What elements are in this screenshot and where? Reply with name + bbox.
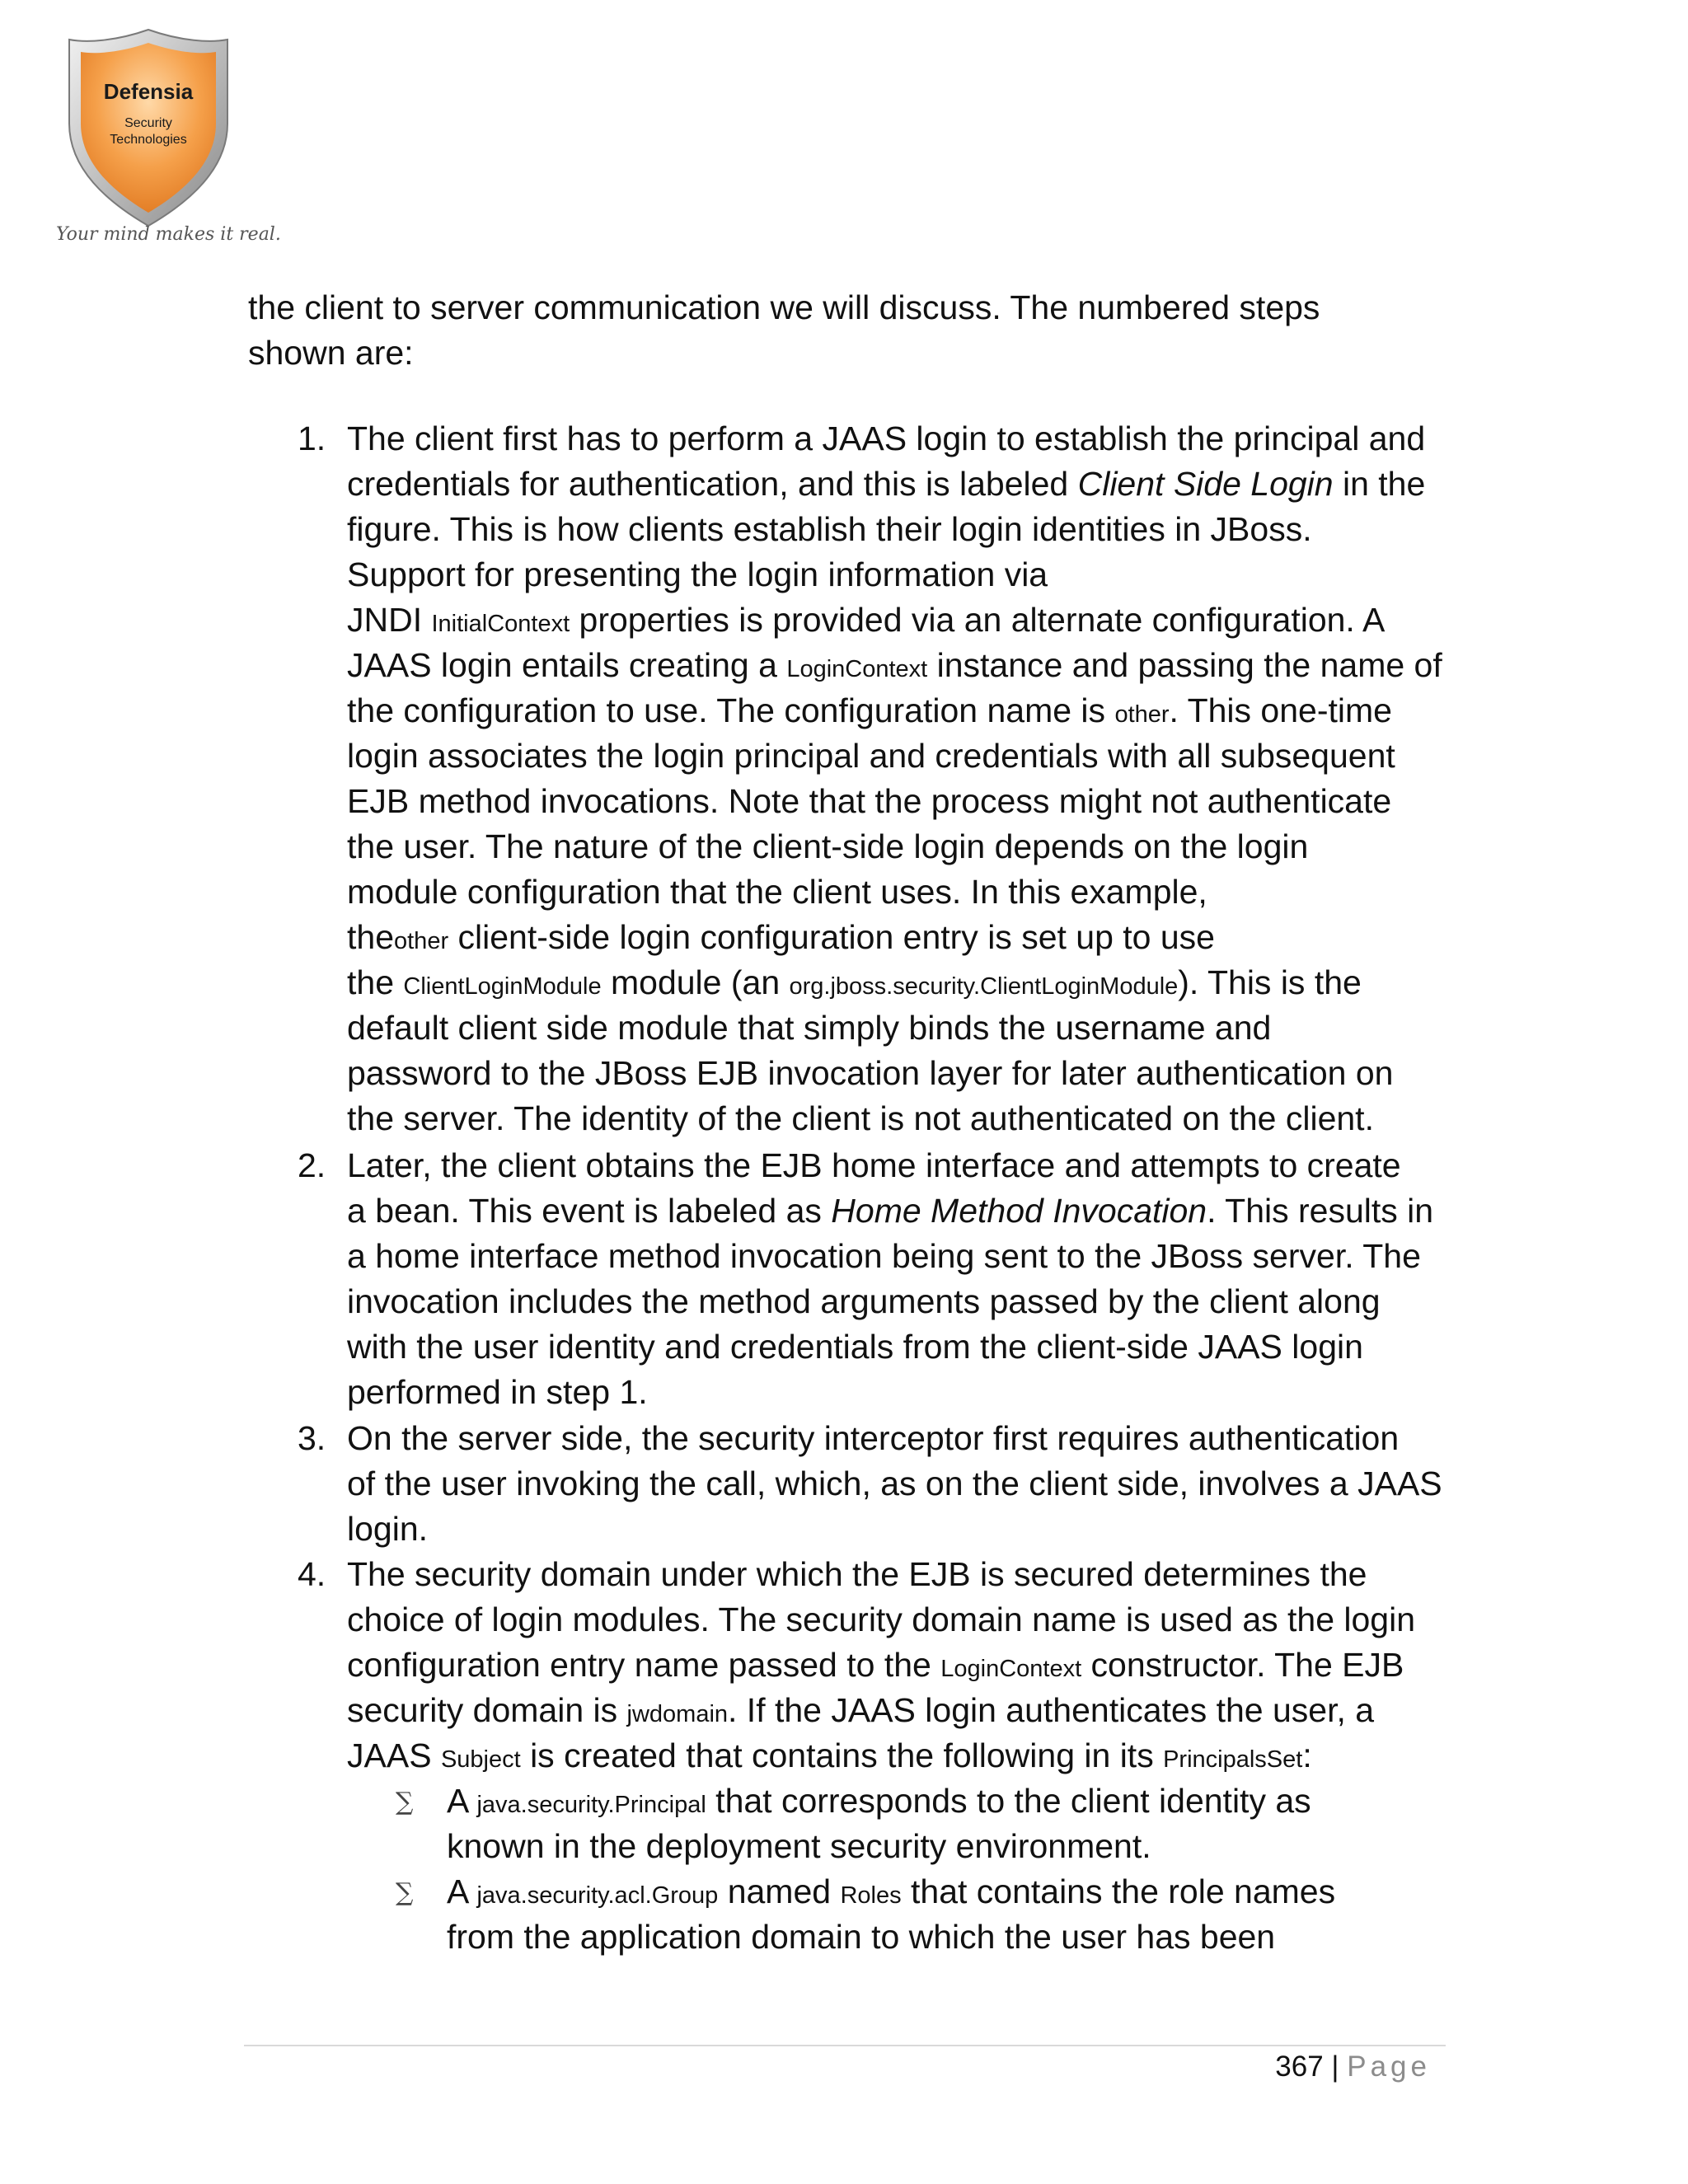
item1-line: JNDI InitialContext properties is provided via an alternate configuration. A: [347, 601, 1386, 639]
item1-line: module configuration that the client uses. In this example,: [347, 873, 1207, 911]
item4-line: The security domain under which the EJB is secured determines the: [347, 1555, 1367, 1593]
sub-bullet-line: A java.security.acl.Group named Roles that contains the role names: [447, 1872, 1336, 1910]
item1-line: theother client-side login configuration entry is set up to use: [347, 918, 1215, 956]
item2-line: Later, the client obtains the EJB home interface and attempts to create: [347, 1146, 1401, 1184]
intro-line-2: shown are:: [248, 334, 414, 372]
item1-line: the configuration to use. The configuration name is other. This one-time: [347, 691, 1392, 729]
list-number-2: 2.: [298, 1146, 326, 1184]
item1-line: the ClientLoginModule module (an org.jboss.security.ClientLoginModule). This is the: [347, 963, 1362, 1001]
code-term: Roles: [840, 1882, 902, 1909]
intro-line-1: the client to server communication we will discuss. The numbered steps: [248, 288, 1320, 326]
code-term: ClientLoginModule: [403, 973, 602, 1000]
item1-line: the user. The nature of the client-side login depends on the login: [347, 827, 1309, 865]
item2-line: a home interface method invocation being sent to the JBoss server. The: [347, 1237, 1421, 1275]
item1-line: JAAS login entails creating a LoginContext instance and passing the name of: [347, 646, 1442, 684]
item4-line: choice of login modules. The security domain name is used as the login: [347, 1601, 1416, 1638]
item2-line: with the user identity and credentials from the client-side JAAS login: [347, 1328, 1363, 1366]
logo-subtitle-1: Security: [124, 116, 172, 130]
sub-bullet-line: from the application domain to which the user has been: [447, 1918, 1276, 1956]
item1-line: figure. This is how clients establish their login identities in JBoss.: [347, 510, 1312, 548]
code-term: other: [394, 928, 449, 954]
logo-name: Defensia: [103, 79, 194, 104]
code-term: java.security.Principal: [476, 1792, 706, 1818]
item1-line: credentials for authentication, and this is labeled Client Side Login in the: [347, 465, 1426, 503]
code-term: java.security.acl.Group: [476, 1882, 719, 1909]
code-term: org.jboss.security.ClientLoginModule: [789, 973, 1179, 1000]
code-term: Subject: [440, 1746, 521, 1773]
emphasis-text: Client Side Login: [1077, 465, 1334, 503]
page-number: 367: [1275, 2050, 1324, 2083]
page-footer: [1275, 2050, 1431, 2083]
footer-divider: [244, 2045, 1446, 2046]
code-term: PrincipalsSet: [1163, 1746, 1303, 1773]
footer-separator: |: [1323, 2050, 1348, 2083]
sub-bullet-line: A java.security.Principal that corresponds to the client identity as: [447, 1782, 1311, 1820]
item2-line: performed in step 1.: [347, 1373, 648, 1411]
logo-tagline: Your mind makes it real.: [56, 224, 281, 245]
item4-line: JAAS Subject is created that contains the following in its PrincipalsSet:: [347, 1736, 1312, 1774]
item1-line: The client first has to perform a JAAS login to establish the principal and: [347, 419, 1426, 457]
code-term: InitialContext: [431, 611, 570, 637]
bullet-icon: ∑: [396, 1878, 414, 1907]
item1-line: the server. The identity of the client is not authenticated on the client.: [347, 1099, 1374, 1137]
bullet-icon: ∑: [396, 1788, 414, 1816]
code-term: jwdomain: [626, 1701, 729, 1727]
item3-line: On the server side, the security interceptor first requires authentication: [347, 1419, 1400, 1457]
list-number-1: 1.: [298, 419, 326, 457]
code-term: LoginContext: [940, 1656, 1082, 1682]
item4-line: security domain is jwdomain. If the JAAS login authenticates the user, a: [347, 1691, 1375, 1729]
code-term: other: [1114, 701, 1170, 728]
list-number-3: 3.: [298, 1419, 326, 1457]
item2-line: invocation includes the method arguments passed by the client along: [347, 1282, 1381, 1320]
code-term: LoginContext: [786, 656, 928, 682]
item1-line: login associates the login principal and credentials with all subsequent: [347, 737, 1395, 775]
list-number-4: 4.: [298, 1555, 326, 1593]
item4-line: configuration entry name passed to the LoginContext constructor. The EJB: [347, 1646, 1404, 1684]
item1-line: Support for presenting the login information via: [347, 555, 1048, 593]
sub-bullet-line: known in the deployment security environment.: [447, 1827, 1151, 1865]
item1-line: EJB method invocations. Note that the process might not authenticate: [347, 782, 1392, 820]
item2-line: a bean. This event is labeled as Home Method Invocation. This results in: [347, 1192, 1434, 1230]
emphasis-text: Home Method Invocation: [831, 1192, 1207, 1230]
page-label: Page: [1347, 2050, 1431, 2083]
item3-line: of the user invoking the call, which, as on the client side, involves a JAAS: [347, 1465, 1442, 1502]
item1-line: password to the JBoss EJB invocation layer for later authentication on: [347, 1054, 1394, 1092]
item1-line: default client side module that simply binds the username and: [347, 1009, 1272, 1047]
logo-subtitle-2: Technologies: [110, 133, 187, 147]
item3-line: login.: [347, 1510, 429, 1548]
